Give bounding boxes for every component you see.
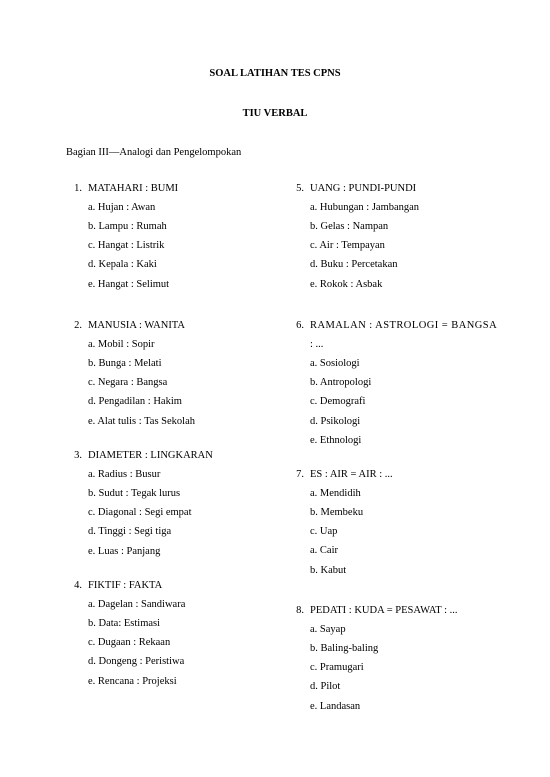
- answer-option: c. Pramugari: [310, 662, 364, 674]
- question-prompt: UANG : PUNDI-PUNDI: [310, 183, 417, 194]
- question-number: 5.: [296, 183, 304, 194]
- answer-option: d. Buku : Percetakan: [310, 259, 398, 271]
- question-number: 8.: [296, 605, 304, 616]
- answer-option: d. Pengadilan : Hakim: [88, 396, 182, 408]
- answer-option: b. Antropologi: [310, 377, 372, 389]
- answer-option: a. Hubungan : Jambangan: [310, 202, 420, 214]
- answer-option: b. Bunga : Melati: [88, 358, 162, 370]
- answer-option: a. Mobil : Sopir: [88, 339, 155, 351]
- answer-option: c. Diagonal : Segi empat: [88, 507, 192, 519]
- answer-option: c. Uap: [310, 526, 338, 538]
- answer-option: e. Ethnologi: [310, 434, 362, 446]
- answer-option: a. Mendidih: [310, 488, 361, 500]
- question-prompt: MATAHARI : BUMI: [88, 183, 179, 194]
- answer-option: c. Dugaan : Rekaan: [88, 637, 171, 649]
- question-prompt: ES : AIR = AIR : ...: [310, 469, 393, 480]
- question-number: 2.: [74, 320, 82, 331]
- question-number: 4.: [74, 580, 82, 591]
- answer-option: d. Psikologi: [310, 415, 361, 427]
- answer-option: e. Rencana : Projeksi: [88, 675, 177, 687]
- question-number: 6.: [296, 320, 304, 331]
- answer-option: e. Rokok : Asbak: [310, 278, 383, 290]
- question-prompt-continued: : ...: [310, 339, 324, 351]
- answer-option: b. Membeku: [310, 507, 364, 519]
- document-subtitle: TIU VERBAL: [242, 108, 308, 119]
- answer-option: e. Alat tulis : Tas Sekolah: [88, 415, 195, 427]
- answer-option: c. Negara : Bangsa: [88, 377, 168, 389]
- answer-option: d. Tinggi : Segi tiga: [88, 526, 172, 538]
- question-prompt: PEDATI : KUDA = PESAWAT : ...: [310, 605, 458, 616]
- answer-option: a. Radius : Busur: [88, 469, 161, 481]
- answer-option: d. Dongeng : Peristiwa: [88, 656, 185, 668]
- question-number: 1.: [74, 183, 82, 194]
- answer-option: a. Cair: [310, 545, 338, 557]
- question-prompt: DIAMETER : LINGKARAN: [88, 450, 213, 461]
- answer-option: b. Lampu : Rumah: [88, 221, 167, 233]
- answer-option: a. Hujan : Awan: [88, 202, 156, 214]
- answer-option: b. Gelas : Nampan: [310, 221, 389, 233]
- answer-option: e. Hangat : Selimut: [88, 278, 170, 290]
- answer-option: d. Kepala : Kaki: [88, 259, 157, 271]
- answer-option: b. Data: Estimasi: [88, 618, 161, 630]
- answer-option: a. Dagelan : Sandiwara: [88, 599, 186, 611]
- answer-option: c. Demografi: [310, 396, 366, 408]
- question-number: 3.: [74, 450, 82, 461]
- question-prompt: MANUSIA : WANITA: [88, 320, 185, 331]
- question-prompt: FIKTIF : FAKTA: [88, 580, 163, 591]
- question-prompt: RAMALAN : ASTROLOGI = BANGSA: [310, 320, 498, 331]
- section-heading: Bagian III—Analogi dan Pengelompokan: [66, 147, 242, 158]
- answer-option: d. Pilot: [310, 681, 341, 693]
- question-number: 7.: [296, 469, 304, 480]
- answer-option: b. Sudut : Tegak lurus: [88, 488, 181, 500]
- answer-option: c. Air : Tempayan: [310, 240, 385, 252]
- answer-option: b. Baling-baling: [310, 643, 379, 655]
- answer-option: a. Sayap: [310, 624, 346, 636]
- answer-option: a. Sosiologi: [310, 358, 360, 370]
- answer-option: e. Luas : Panjang: [88, 545, 161, 557]
- answer-option: c. Hangat : Listrik: [88, 240, 165, 252]
- answer-option: b. Kabut: [310, 564, 347, 576]
- answer-option: e. Landasan: [310, 700, 361, 712]
- document-title: SOAL LATIHAN TES CPNS: [209, 68, 341, 79]
